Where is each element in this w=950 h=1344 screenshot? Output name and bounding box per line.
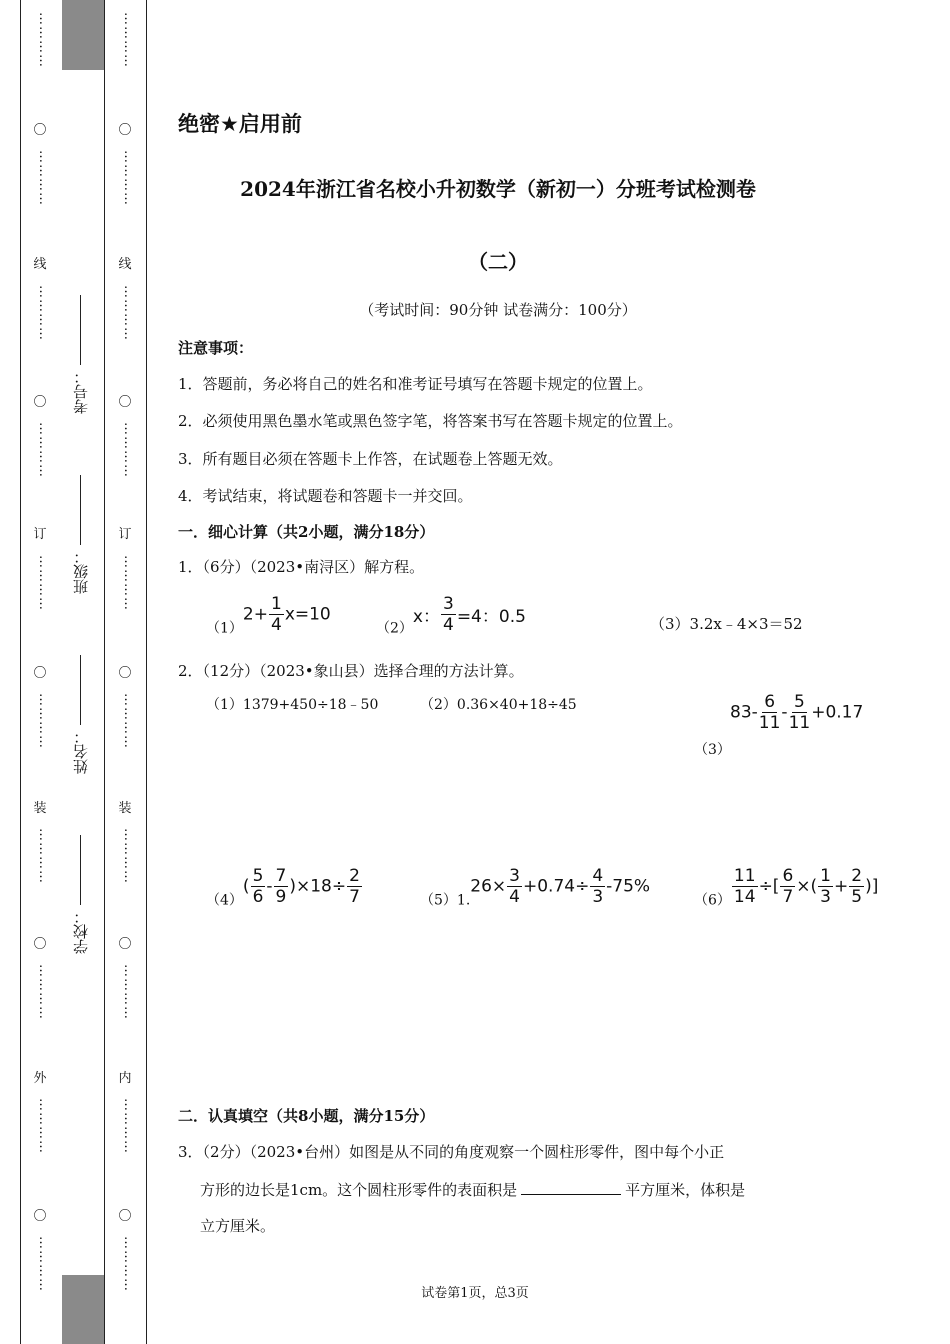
binding-line <box>104 0 105 1344</box>
outer-label-wai: 外 <box>33 1071 47 1086</box>
seal-dots: ………… <box>121 693 136 749</box>
seal-dots: ………… <box>36 285 51 341</box>
answer-blank[interactable] <box>521 1180 621 1195</box>
seal-dots: ………… <box>121 150 136 206</box>
name-field[interactable]: 姓名： <box>70 655 91 774</box>
seal-circle: 〇 <box>33 395 47 410</box>
binding-margin <box>0 0 148 1344</box>
exam-content <box>178 0 918 1344</box>
seal-dots: ………… <box>36 12 51 68</box>
binding-line <box>146 0 147 1344</box>
q1-part1: （1）2+ $\frac{1}{4}$ x=10 <box>206 594 331 637</box>
question-1-stem: 1．（6分）（2023•南浔区）解方程。 <box>178 558 425 576</box>
question-3-line3: 立方厘米。 <box>200 1217 276 1235</box>
question-3-line1: 3．（2分）（2023•台州）如图是从不同的角度观察一个圆柱形零件，图中每个小正 <box>178 1143 725 1161</box>
q2-part1: （1）1379+450÷18﹣50 <box>206 697 379 713</box>
seal-dots: ………… <box>121 12 136 68</box>
outer-label-ding: 订 <box>33 527 47 542</box>
seal-dots: ………… <box>36 555 51 611</box>
seal-dots: ………… <box>36 150 51 206</box>
seal-circle: 〇 <box>118 1209 132 1224</box>
outer-label-line: 线 <box>33 257 47 272</box>
q2-part3-expr: 83- $\frac{6}{11}$ - $\frac{5}{11}$ +0.17 <box>730 692 864 733</box>
seal-circle: 〇 <box>33 937 47 952</box>
seal-dots: ………… <box>36 693 51 749</box>
seal-circle: 〇 <box>118 395 132 410</box>
note-item: 2．必须使用黑色墨水笔或黑色签字笔，将答案书写在答题卡规定的位置上。 <box>178 412 683 430</box>
exam-subtitle: （二） <box>468 250 528 274</box>
inner-label-ding: 订 <box>118 527 132 542</box>
seal-dots: ………… <box>121 285 136 341</box>
q1-part2: （2）x： $\frac{3}{4}$ =4：0.5 <box>376 594 526 637</box>
section1-heading: 一．细心计算（共2小题，满分18分） <box>178 523 435 541</box>
question-3-line2: 方形的边长是1cm。这个圆柱形零件的表面积是 平方厘米，体积是 <box>200 1181 746 1199</box>
seal-dots: ………… <box>36 828 51 884</box>
q2-part5: （5）1.26× $\frac{3}{4}$ +0.74÷ $\frac{4}{3}$ -75% <box>420 866 651 909</box>
binding-line <box>20 0 21 1344</box>
seal-circle: 〇 <box>118 123 132 138</box>
school-field[interactable]: 学校： <box>70 835 91 954</box>
seal-dots: ………… <box>121 1098 136 1154</box>
seal-circle: 〇 <box>33 666 47 681</box>
exam-title: 2024年浙江省名校小升初数学（新初一）分班考试检测卷 <box>240 177 756 201</box>
seal-circle: 〇 <box>33 1209 47 1224</box>
inner-label-zhuang: 装 <box>118 801 132 816</box>
seal-dots: ………… <box>121 828 136 884</box>
seal-dots: ………… <box>36 964 51 1020</box>
q2-part6: （6） $\frac{11}{14}$ ÷[ $\frac{6}{7}$ ×( $\frac{1}{3}$ + $\frac{2}{5}$ )] <box>694 866 879 909</box>
outer-label-zhuang: 装 <box>33 801 47 816</box>
seal-circle: 〇 <box>118 937 132 952</box>
binding-gray-top <box>62 0 104 70</box>
seal-dots: ………… <box>36 1098 51 1154</box>
note-item: 1．答题前，务必将自己的姓名和准考证号填写在答题卡规定的位置上。 <box>178 375 653 393</box>
inner-label-line: 线 <box>118 257 132 272</box>
seal-circle: 〇 <box>118 666 132 681</box>
note-item: 4．考试结束，将试题卷和答题卡一并交回。 <box>178 487 473 505</box>
section2-heading: 二．认真填空（共8小题，满分15分） <box>178 1107 435 1125</box>
class-field[interactable]: 班级： <box>70 475 91 594</box>
inner-label-nei: 内 <box>118 1071 132 1086</box>
exam-time-info: （考试时间：90分钟 试卷满分：100分） <box>359 301 637 319</box>
seal-dots: ………… <box>36 422 51 478</box>
notes-heading: 注意事项： <box>178 339 254 357</box>
seal-dots: ………… <box>121 555 136 611</box>
inner-seal-column <box>115 0 135 1344</box>
seal-dots: ………… <box>36 1236 51 1292</box>
q2-part3-label: （3） <box>694 742 731 758</box>
seal-dots: ………… <box>121 1236 136 1292</box>
student-info-column <box>62 70 104 1275</box>
q2-part2: （2）0.36×40+18÷45 <box>420 697 577 713</box>
exam-number-field[interactable]: 考号： <box>70 295 91 414</box>
seal-circle: 〇 <box>33 123 47 138</box>
seal-dots: ………… <box>121 964 136 1020</box>
note-item: 3．所有题目必须在答题卡上作答，在试题卷上答题无效。 <box>178 450 563 468</box>
seal-dots: ………… <box>121 422 136 478</box>
secret-label: 绝密★启用前 <box>178 112 302 136</box>
question-2-stem: 2．（12分）（2023•象山县）选择合理的方法计算。 <box>178 662 524 680</box>
page-footer: 试卷第1页，总3页 <box>421 1286 529 1301</box>
outer-seal-column <box>30 0 50 1344</box>
q1-part3: （3）3.2x﹣4×3＝52 <box>650 615 803 633</box>
q2-part4: （4）( $\frac{5}{6}$ - $\frac{7}{9}$ )×18÷ $\frac{2}{7}$ <box>206 866 360 909</box>
